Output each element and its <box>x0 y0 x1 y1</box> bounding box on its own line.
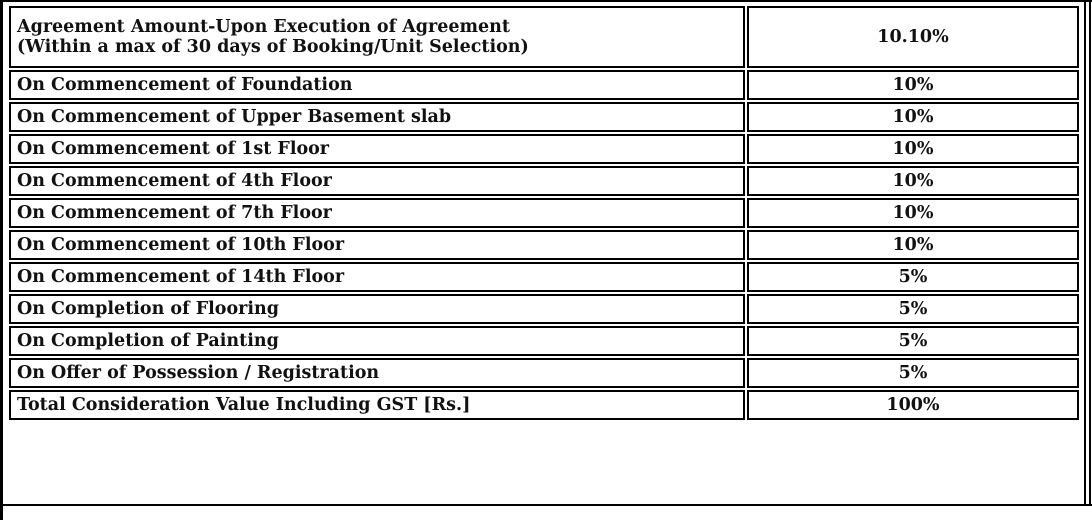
stage-cell: On Commencement of Foundation <box>9 70 745 100</box>
stage-cell: On Commencement of 4th Floor <box>9 166 745 196</box>
percent-cell: 5% <box>747 262 1079 292</box>
total-percent-cell: 100% <box>747 390 1079 420</box>
table-row <box>9 134 1079 164</box>
frame-right-line <box>1084 0 1086 506</box>
percent-cell: 5% <box>747 326 1079 356</box>
percent-cell: 10% <box>747 230 1079 260</box>
table-row <box>9 294 1079 324</box>
percent-cell: 10% <box>747 166 1079 196</box>
total-label-cell: Total Consideration Value Including GST [Rs.] <box>9 390 745 420</box>
percent-cell: 10% <box>747 134 1079 164</box>
stage-label-note: (Within a max of 30 days of Booking/Unit Selection) <box>17 37 529 57</box>
stage-cell: On Completion of Painting <box>9 326 745 356</box>
percent-cell: 10% <box>747 102 1079 132</box>
table-row <box>9 358 1079 388</box>
stage-cell: On Commencement of 1st Floor <box>9 134 745 164</box>
stage-label: Agreement Amount-Upon Execution of Agreement <box>17 17 510 37</box>
stage-cell: On Completion of Flooring <box>9 294 745 324</box>
percent-cell: 5% <box>747 294 1079 324</box>
frame-right-line-outer <box>1089 0 1091 506</box>
stage-cell: On Commencement of 7th Floor <box>9 198 745 228</box>
percent-cell: 10% <box>747 70 1079 100</box>
percent-cell: 5% <box>747 358 1079 388</box>
percent-cell: 10% <box>747 198 1079 228</box>
table-row-total <box>9 390 1079 420</box>
frame-top-line <box>0 0 1092 2</box>
stage-cell: On Offer of Possession / Registration <box>9 358 745 388</box>
payment-schedule-table <box>7 4 1081 422</box>
stage-cell: On Commencement of 10th Floor <box>9 230 745 260</box>
table-row <box>9 326 1079 356</box>
table-row <box>9 198 1079 228</box>
table-row <box>9 6 1079 68</box>
stage-cell: On Commencement of 14th Floor <box>9 262 745 292</box>
stage-cell: On Commencement of Upper Basement slab <box>9 102 745 132</box>
percent-cell: 10.10% <box>747 6 1079 68</box>
frame-bottom-line <box>0 504 1092 506</box>
table-row <box>9 70 1079 100</box>
table-row <box>9 230 1079 260</box>
table-row <box>9 166 1079 196</box>
table-row <box>9 262 1079 292</box>
stage-cell <box>9 6 745 68</box>
frame-left-line <box>0 0 3 520</box>
table-row <box>9 102 1079 132</box>
